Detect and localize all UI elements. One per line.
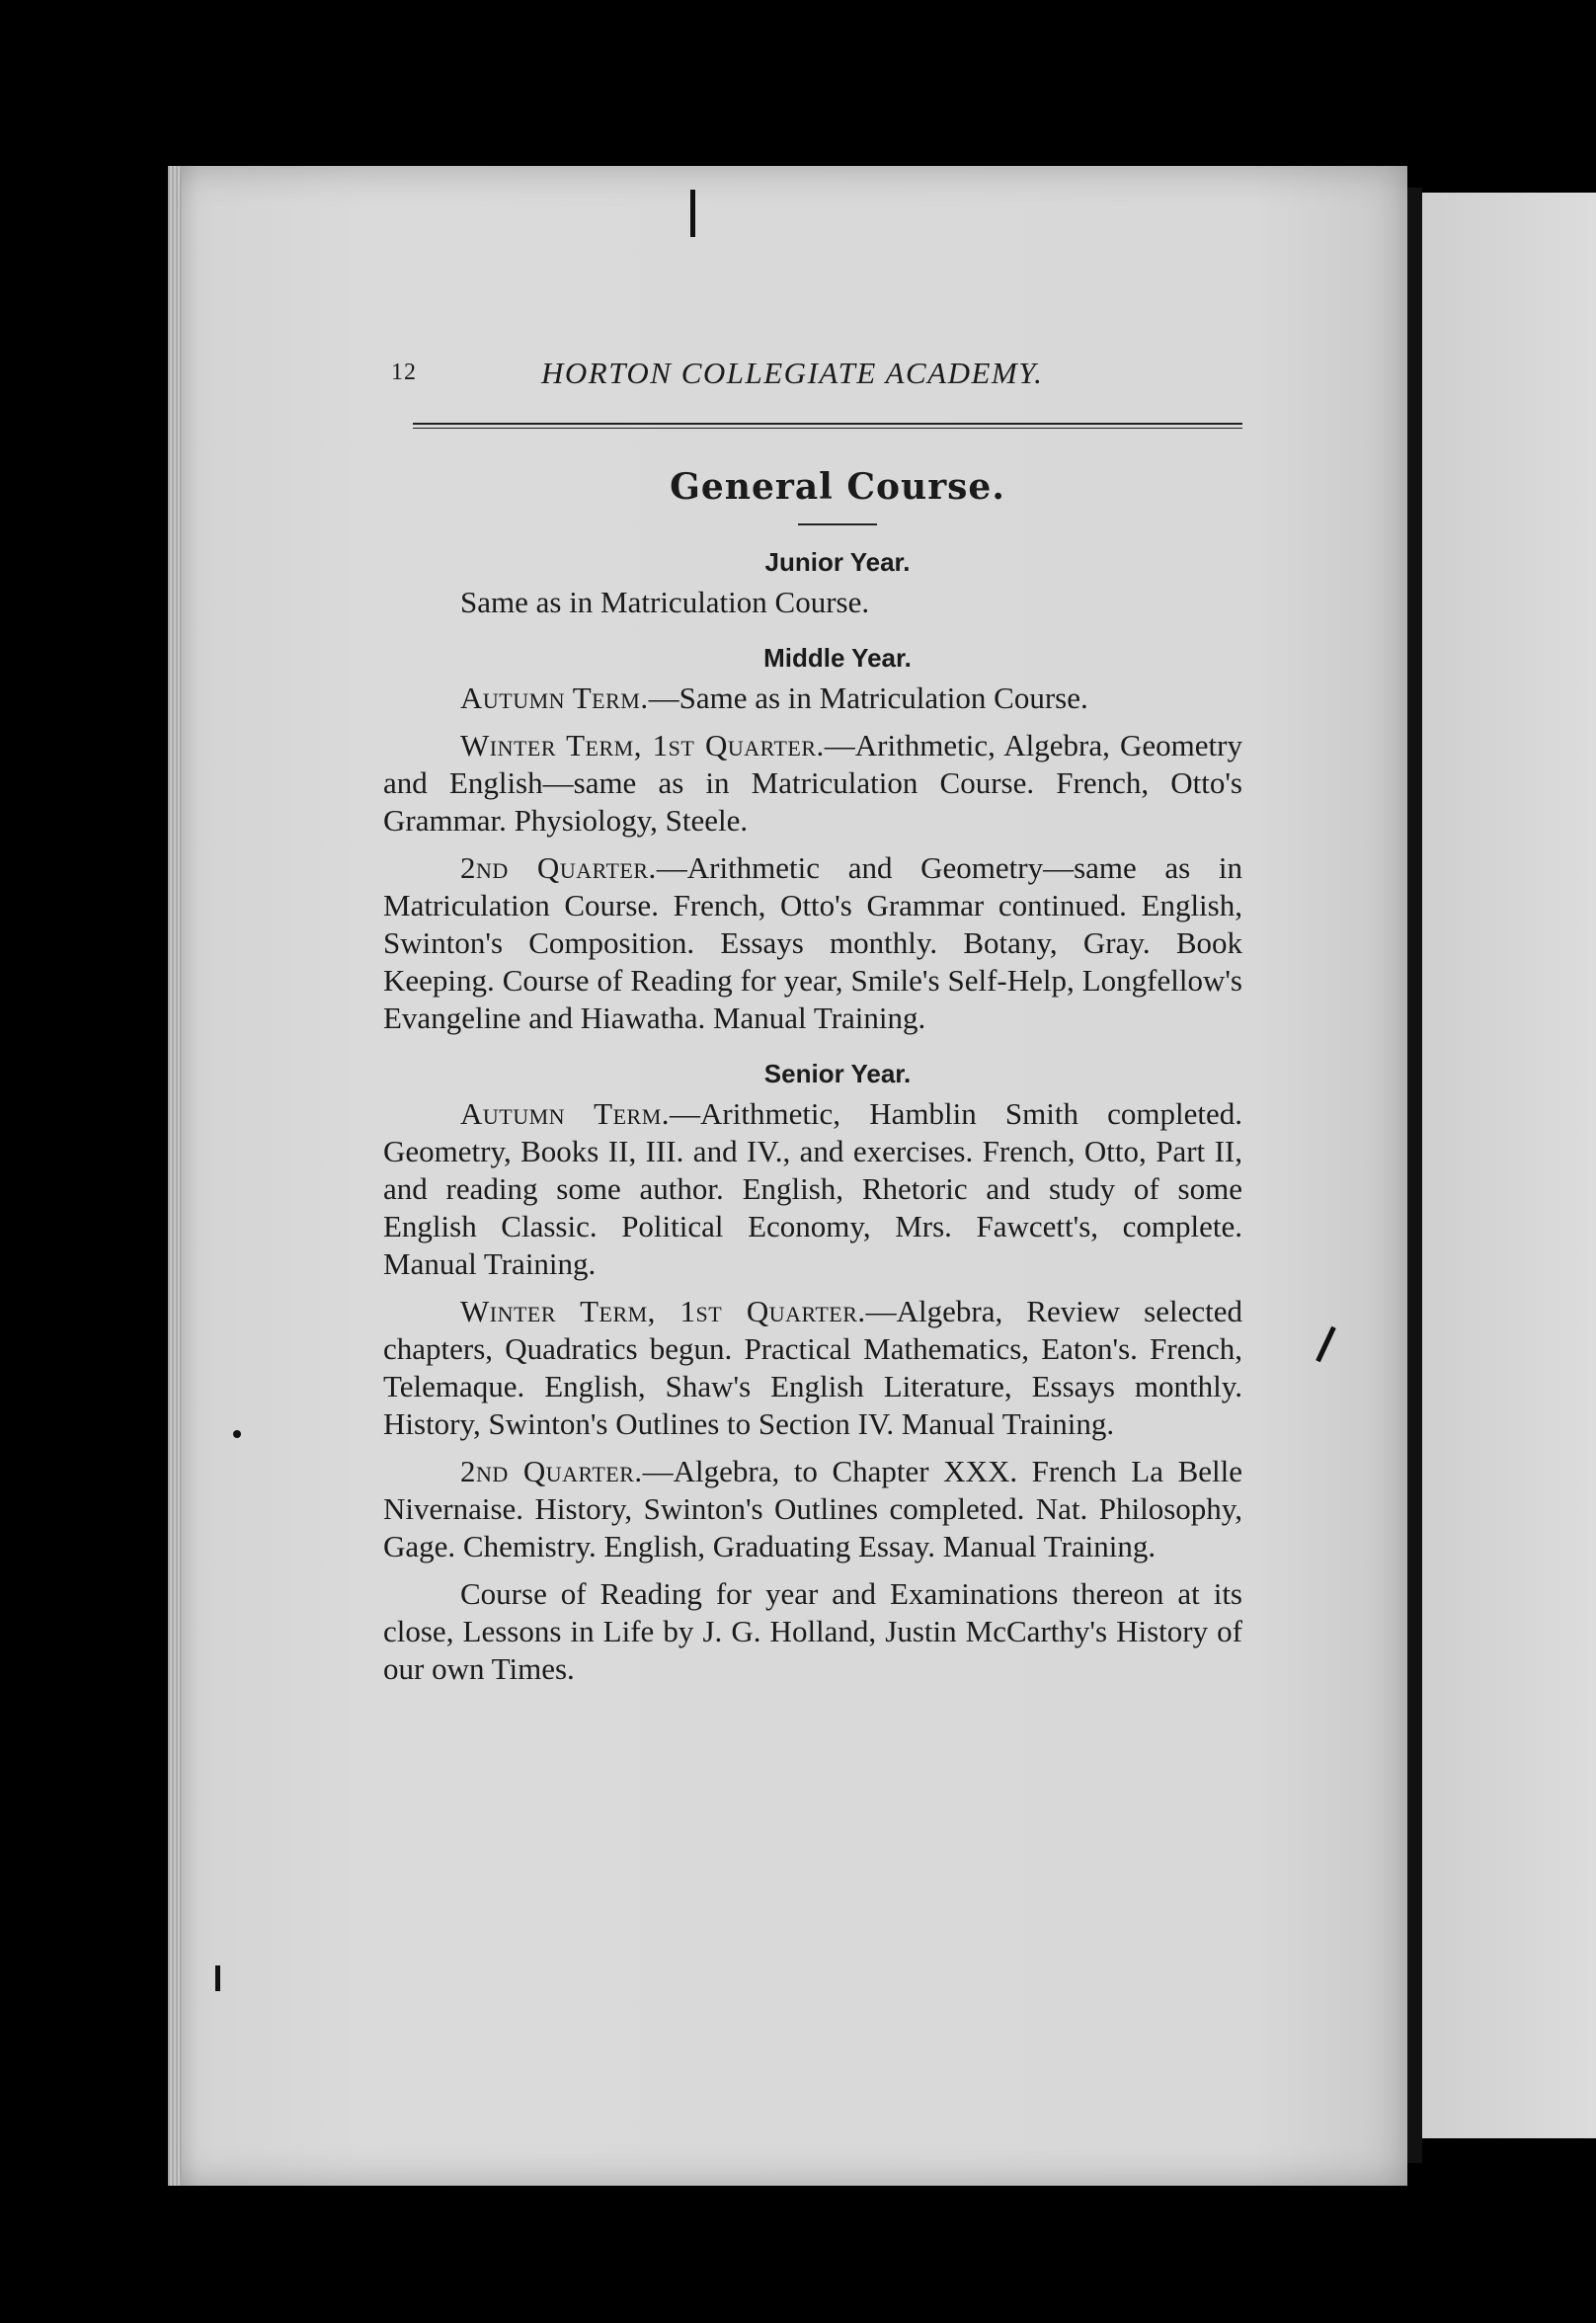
- print-mark: [233, 1430, 241, 1438]
- term-text: —Arithmetic and Geometry—same as in Matriculation Course. French, Otto's Grammar continued. English, Swinton's Composition. Essays monthly. Botany, Gray. Book Keeping. Course of Reading for year, Smile's Self-Help, Longfellow's Evangeline and Hiawatha. Manual Training.: [383, 850, 1243, 1035]
- senior-year-heading: Senior Year.: [763, 1059, 912, 1088]
- senior-second-quarter-paragraph: [383, 1453, 1242, 1565]
- print-mark: [690, 190, 695, 237]
- term-text: —Arithmetic, Algebra, Geometry and English—same as in Matriculation Course. French, Otto's Grammar. Physiology, Steele.: [383, 728, 1242, 838]
- term-label: Winter Term, 1st Quarter.: [460, 728, 825, 762]
- middle-year-heading: Middle Year.: [763, 643, 912, 673]
- middle-autumn-paragraph: [383, 680, 1242, 717]
- page-content: [383, 356, 1242, 1688]
- term-text: —Algebra, Review selected chapters, Quadratics begun. Practical Mathematics, Eaton's. French, Telemaque. English, Shaw's English Literature, Essays monthly. History, Swinton's Outlines to Section IV. Manual Training.: [383, 1294, 1242, 1441]
- middle-second-quarter-paragraph: [383, 849, 1242, 1037]
- reading-course-paragraph: Course of Reading for year and Examinations thereon at its close, Lessons in Life by J. G. Holland, Justin McCarthy's History of our own Times.: [383, 1576, 1242, 1686]
- senior-autumn-paragraph: [383, 1095, 1242, 1283]
- junior-year-heading: Junior Year.: [764, 547, 911, 577]
- running-head: [383, 356, 1242, 399]
- term-label: 2nd Quarter.: [460, 850, 657, 885]
- book-gutter: [1407, 188, 1422, 2163]
- running-title: HORTON COLLEGIATE ACADEMY.: [541, 356, 1044, 390]
- term-text: —Same as in Matriculation Course.: [648, 681, 1088, 715]
- page-number: 12: [391, 360, 417, 385]
- page-stack-edge: [168, 166, 182, 2186]
- header-rule: [413, 423, 1242, 429]
- term-label: Autumn Term.: [460, 681, 649, 715]
- print-mark: [215, 1965, 220, 1991]
- middle-winter-paragraph: [383, 727, 1242, 840]
- senior-winter-paragraph: [383, 1293, 1242, 1443]
- term-text: —Arithmetic, Hamblin Smith completed. Geometry, Books II, III. and IV., and exercises. French, Otto, Part II, and reading some author. English, Rhetoric and study of some English Classic. Political Economy, Mrs. Fawcett's, complete. Manual Training.: [383, 1096, 1242, 1281]
- term-label: 2nd Quarter.: [460, 1454, 643, 1488]
- term-text: —Algebra, to Chapter XXX. French La Belle Nivernaise. History, Swinton's Outlines completed. Nat. Philosophy, Gage. Chemistry. English, Graduating Essay. Manual Training.: [383, 1454, 1242, 1563]
- facing-page-edge: [1422, 193, 1596, 2138]
- title-rule: [798, 523, 877, 525]
- section-title: General Course.: [670, 466, 1005, 508]
- junior-year-text: Same as in Matriculation Course.: [460, 585, 870, 619]
- term-label: Winter Term, 1st Quarter.: [460, 1294, 866, 1328]
- term-label: Autumn Term.: [460, 1096, 671, 1131]
